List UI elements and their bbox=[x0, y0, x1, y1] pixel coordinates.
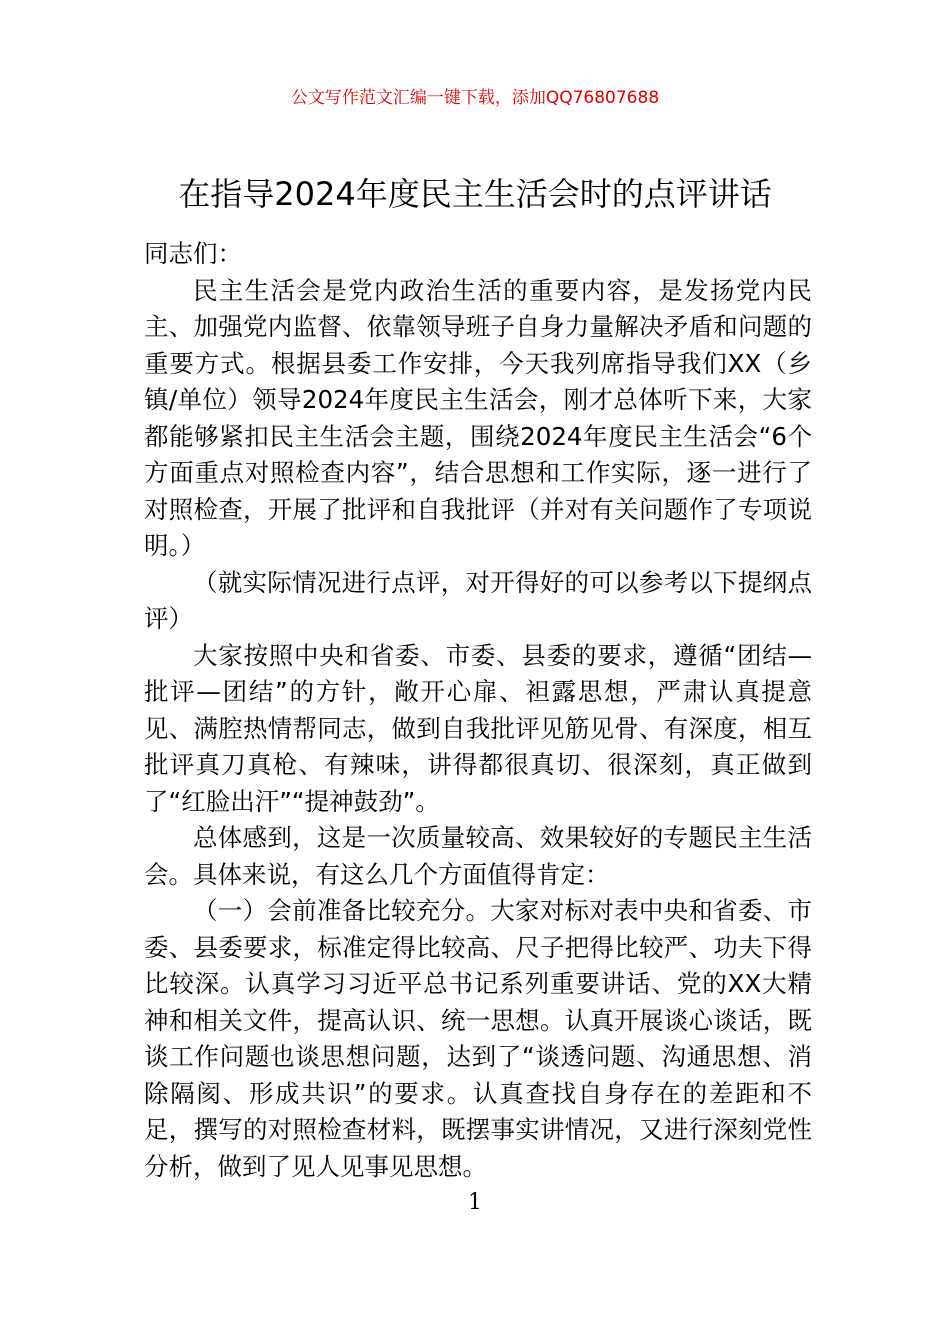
document-body bbox=[144, 236, 812, 1185]
paragraph-intro: 民主生活会是党内政治生活的重要内容，是发扬党内民主、加强党内监督、依靠领导班子自身力量解决矛盾和问题的重要方式。根据县委工作安排，今天我列席指导我们XX（乡镇/单位）领导2024年度民主生活会，刚才总体听下来，大家都能够紧扣民主生活会主题，围绕2024年度民主生活会“6个方面重点对照检查内容”，结合思想和工作实际，逐一进行了对照检查，开展了批评和自我批评（并对有关问题作了专项说明。） bbox=[144, 275, 812, 560]
salutation: 同志们： bbox=[144, 239, 242, 268]
paragraph-summary: 总体感到，这是一次质量较高、效果较好的专题民主生活会。具体来说，有这么几个方面值得肯定： bbox=[144, 823, 812, 889]
document-title: 在指导2024年度民主生活会时的点评讲话 bbox=[178, 175, 772, 213]
page-number: 1 bbox=[468, 1190, 482, 1215]
header-note: 公文写作范文汇编一键下载，添加QQ76807688 bbox=[290, 88, 660, 108]
paragraph-evaluation: 大家按照中央和省委、市委、县委的要求，遵循“团结—批评—团结”的方针，敞开心扉、袒露思想，严肃认真提意见、满腔热情帮同志，做到自我批评见筋见骨、有深度，相互批评真刀真枪、有辣味，讲得都很真切、很深刻，真正做到了“红脸出汗”“提神鼓劲”。 bbox=[144, 640, 812, 816]
paragraph-note: （就实际情况进行点评，对开得好的可以参考以下提纲点评） bbox=[144, 567, 812, 633]
paragraph-point-one: （一）会前准备比较充分。大家对标对表中央和省委、市委、县委要求，标准定得比较高、尺子把得比较严、功夫下得比较深。认真学习习近平总书记系列重要讲话、党的XX大精神和相关文件，提高认识、统一思想。认真开展谈心谈话，既谈工作问题也谈思想问题，达到了“谈透问题、沟通思想、消除隔阂、形成共识”的要求。认真查找自身存在的差距和不足，撰写的对照检查材料，既摆事实讲情况，又进行深刻党性分析，做到了见人见事见思想。 bbox=[144, 896, 812, 1181]
